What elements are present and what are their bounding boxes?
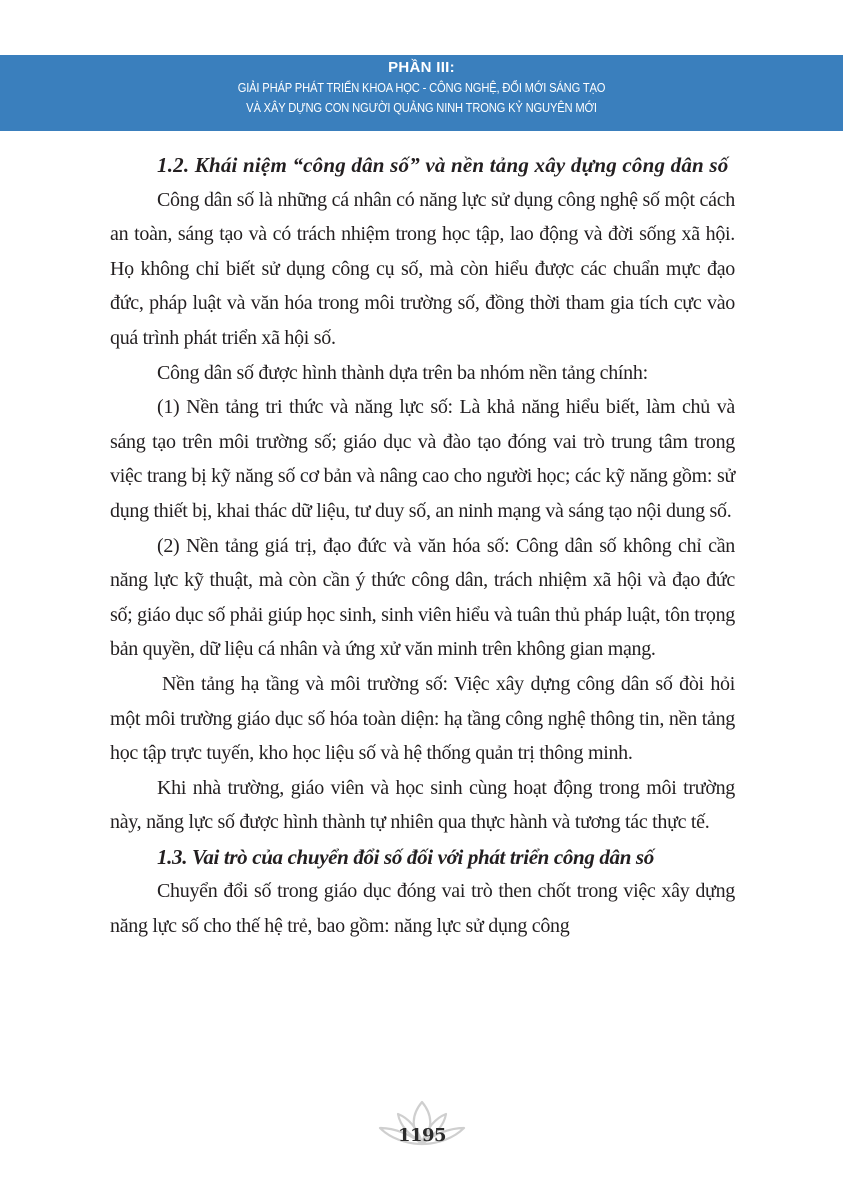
heading-1-2: 1.2. Khái niệm “công dân số” và nền tảng xây dựng công dân số	[157, 153, 729, 177]
paragraph-digital-transformation-role: Chuyển đổi số trong giáo dục đóng vai trò then chốt trong việc xây dựng năng lực số cho thế hệ trẻ, bao gồm: năng lực sử dụng công	[110, 880, 735, 938]
page-number: 1195	[397, 1125, 447, 1146]
paragraph-definition: Công dân số là những cá nhân có năng lực sử dụng công nghệ số một cách an toàn, sáng tạo và có trách nhiệm trong học tập, lao động và đời sống xã hội. Họ không chỉ biết sử dụng công cụ số, mà còn hiểu được các chuẩn mực đạo đức, pháp luật và văn hóa trong môi trường số, đồng thời tham gia tích cực vào quá trình phát triển xã hội số.	[110, 188, 735, 349]
paragraph-foundation-values: (2) Nền tảng giá trị, đạo đức và văn hóa số: Công dân số không chỉ cần năng lực kỹ thuật, mà còn cần ý thức công dân, trách nhiệm xã hội và đạo đức số; giáo dục số phải giúp học sinh, sinh viên hiểu và tuân thủ pháp luật, tôn trọng bản quyền, dữ liệu cá nhân và ứng xử văn minh trên không gian mạng.	[110, 534, 735, 661]
paragraph-foundation-knowledge: (1) Nền tảng tri thức và năng lực số: Là khả năng hiểu biết, làm chủ và sáng tạo trên môi trường số; giáo dục và đào tạo đóng vai trò trung tâm trong việc trang bị kỹ năng số cơ bản và nâng cao cho người học; các kỹ năng gồm: sử dụng thiết bị, khai thác dữ liệu, tư duy số, an ninh mạng và sáng tạo nội dung số.	[110, 396, 735, 522]
page-body	[110, 148, 735, 944]
heading-1-3: 1.3. Vai trò của chuyển đổi số đối với phát triển công dân số	[157, 844, 654, 869]
section-banner	[0, 55, 843, 131]
paragraph-foundation-infrastructure: Nền tảng hạ tầng và môi trường số: Việc xây dựng công dân số đòi hỏi một môi trường giáo dục số hóa toàn diện: hạ tầng công nghệ thông tin, nền tảng học tập trực tuyến, kho học liệu số và hệ thống quản trị thông minh.	[110, 672, 735, 765]
part-label: PHẦN III:	[388, 59, 455, 76]
paragraph-foundations-intro: Công dân số được hình thành dựa trên ba nhóm nền tảng chính:	[157, 361, 648, 384]
paragraph-school-environment: Khi nhà trường, giáo viên và học sinh cùng hoạt động trong môi trường này, năng lực số được hình thành tự nhiên qua thực hành và tương tác thực tế.	[110, 776, 735, 834]
page-footer	[372, 1098, 472, 1154]
banner-subtitle-line-2: VÀ XÂY DỰNG CON NGƯỜI QUẢNG NINH TRONG KỶ NGUYÊN MỚI	[246, 100, 597, 115]
banner-subtitle-line-1: GIẢI PHÁP PHÁT TRIỂN KHOA HỌC - CÔNG NGHỆ, ĐỔI MỚI SÁNG TẠO	[237, 80, 606, 95]
